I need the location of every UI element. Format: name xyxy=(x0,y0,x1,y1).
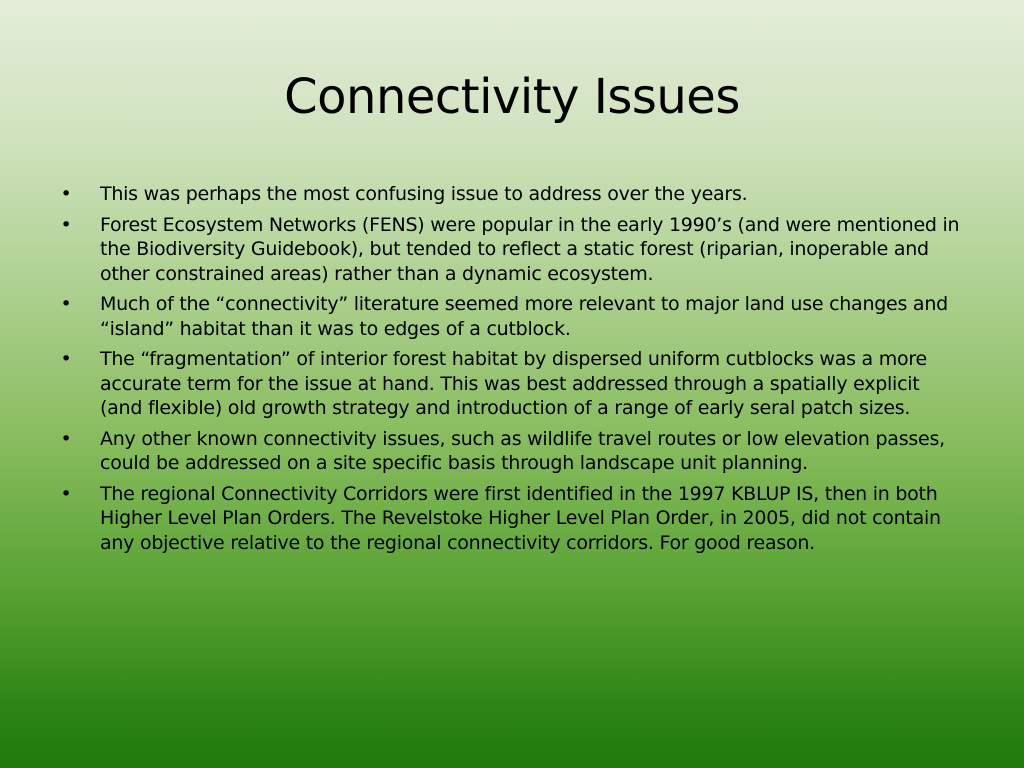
bullet-dot-icon: • xyxy=(60,427,72,450)
bullet-text: This was perhaps the most confusing issue to address over the years. xyxy=(100,183,748,205)
bullet-text: Any other known connectivity issues, such as wildlife travel routes or low elevation passes, could be addressed on a site specific basis through landscape unit planning. xyxy=(100,427,945,474)
bullet-dot-icon: • xyxy=(60,293,72,315)
bullet-dot-icon: • xyxy=(60,482,72,505)
slide-title: Connectivity Issues xyxy=(284,69,740,125)
bullet-dot-icon: • xyxy=(60,348,72,370)
bullet-dot-icon: • xyxy=(60,213,72,236)
bullet-list xyxy=(60,182,965,561)
bullet-item xyxy=(60,182,965,207)
bullet-text: The regional Connectivity Corridors were first identified in the 1997 KBLUP IS, then in both Higher Level Plan Orders. The Revelstoke Higher Level Plan Order, in 2005, did not contain any objective relative to the regional connectivity corridors. For good reason. xyxy=(100,482,941,554)
bullet-item xyxy=(60,427,965,476)
bullet-item xyxy=(60,347,965,421)
bullet-item xyxy=(60,292,965,341)
bullet-item xyxy=(60,482,965,556)
bullet-text: The “fragmentation” of interior forest habitat by dispersed uniform cutblocks was a more accurate term for the issue at hand. This was best addressed through a spatially explicit (and flexible) old growth strategy and introduction of a range of early seral patch sizes. xyxy=(100,348,927,419)
bullet-item xyxy=(60,213,965,287)
bullet-dot-icon: • xyxy=(60,183,72,205)
bullet-text: Much of the “connectivity” literature seemed more relevant to major land use changes and “island” habitat than it was to edges of a cutblock. xyxy=(100,293,948,340)
bullet-text: Forest Ecosystem Networks (FENS) were popular in the early 1990’s (and were mentioned in the Biodiversity Guidebook), but tended to reflect a static forest (riparian, inoperable and other constrained areas) rather than a dynamic ecosystem. xyxy=(100,213,960,285)
